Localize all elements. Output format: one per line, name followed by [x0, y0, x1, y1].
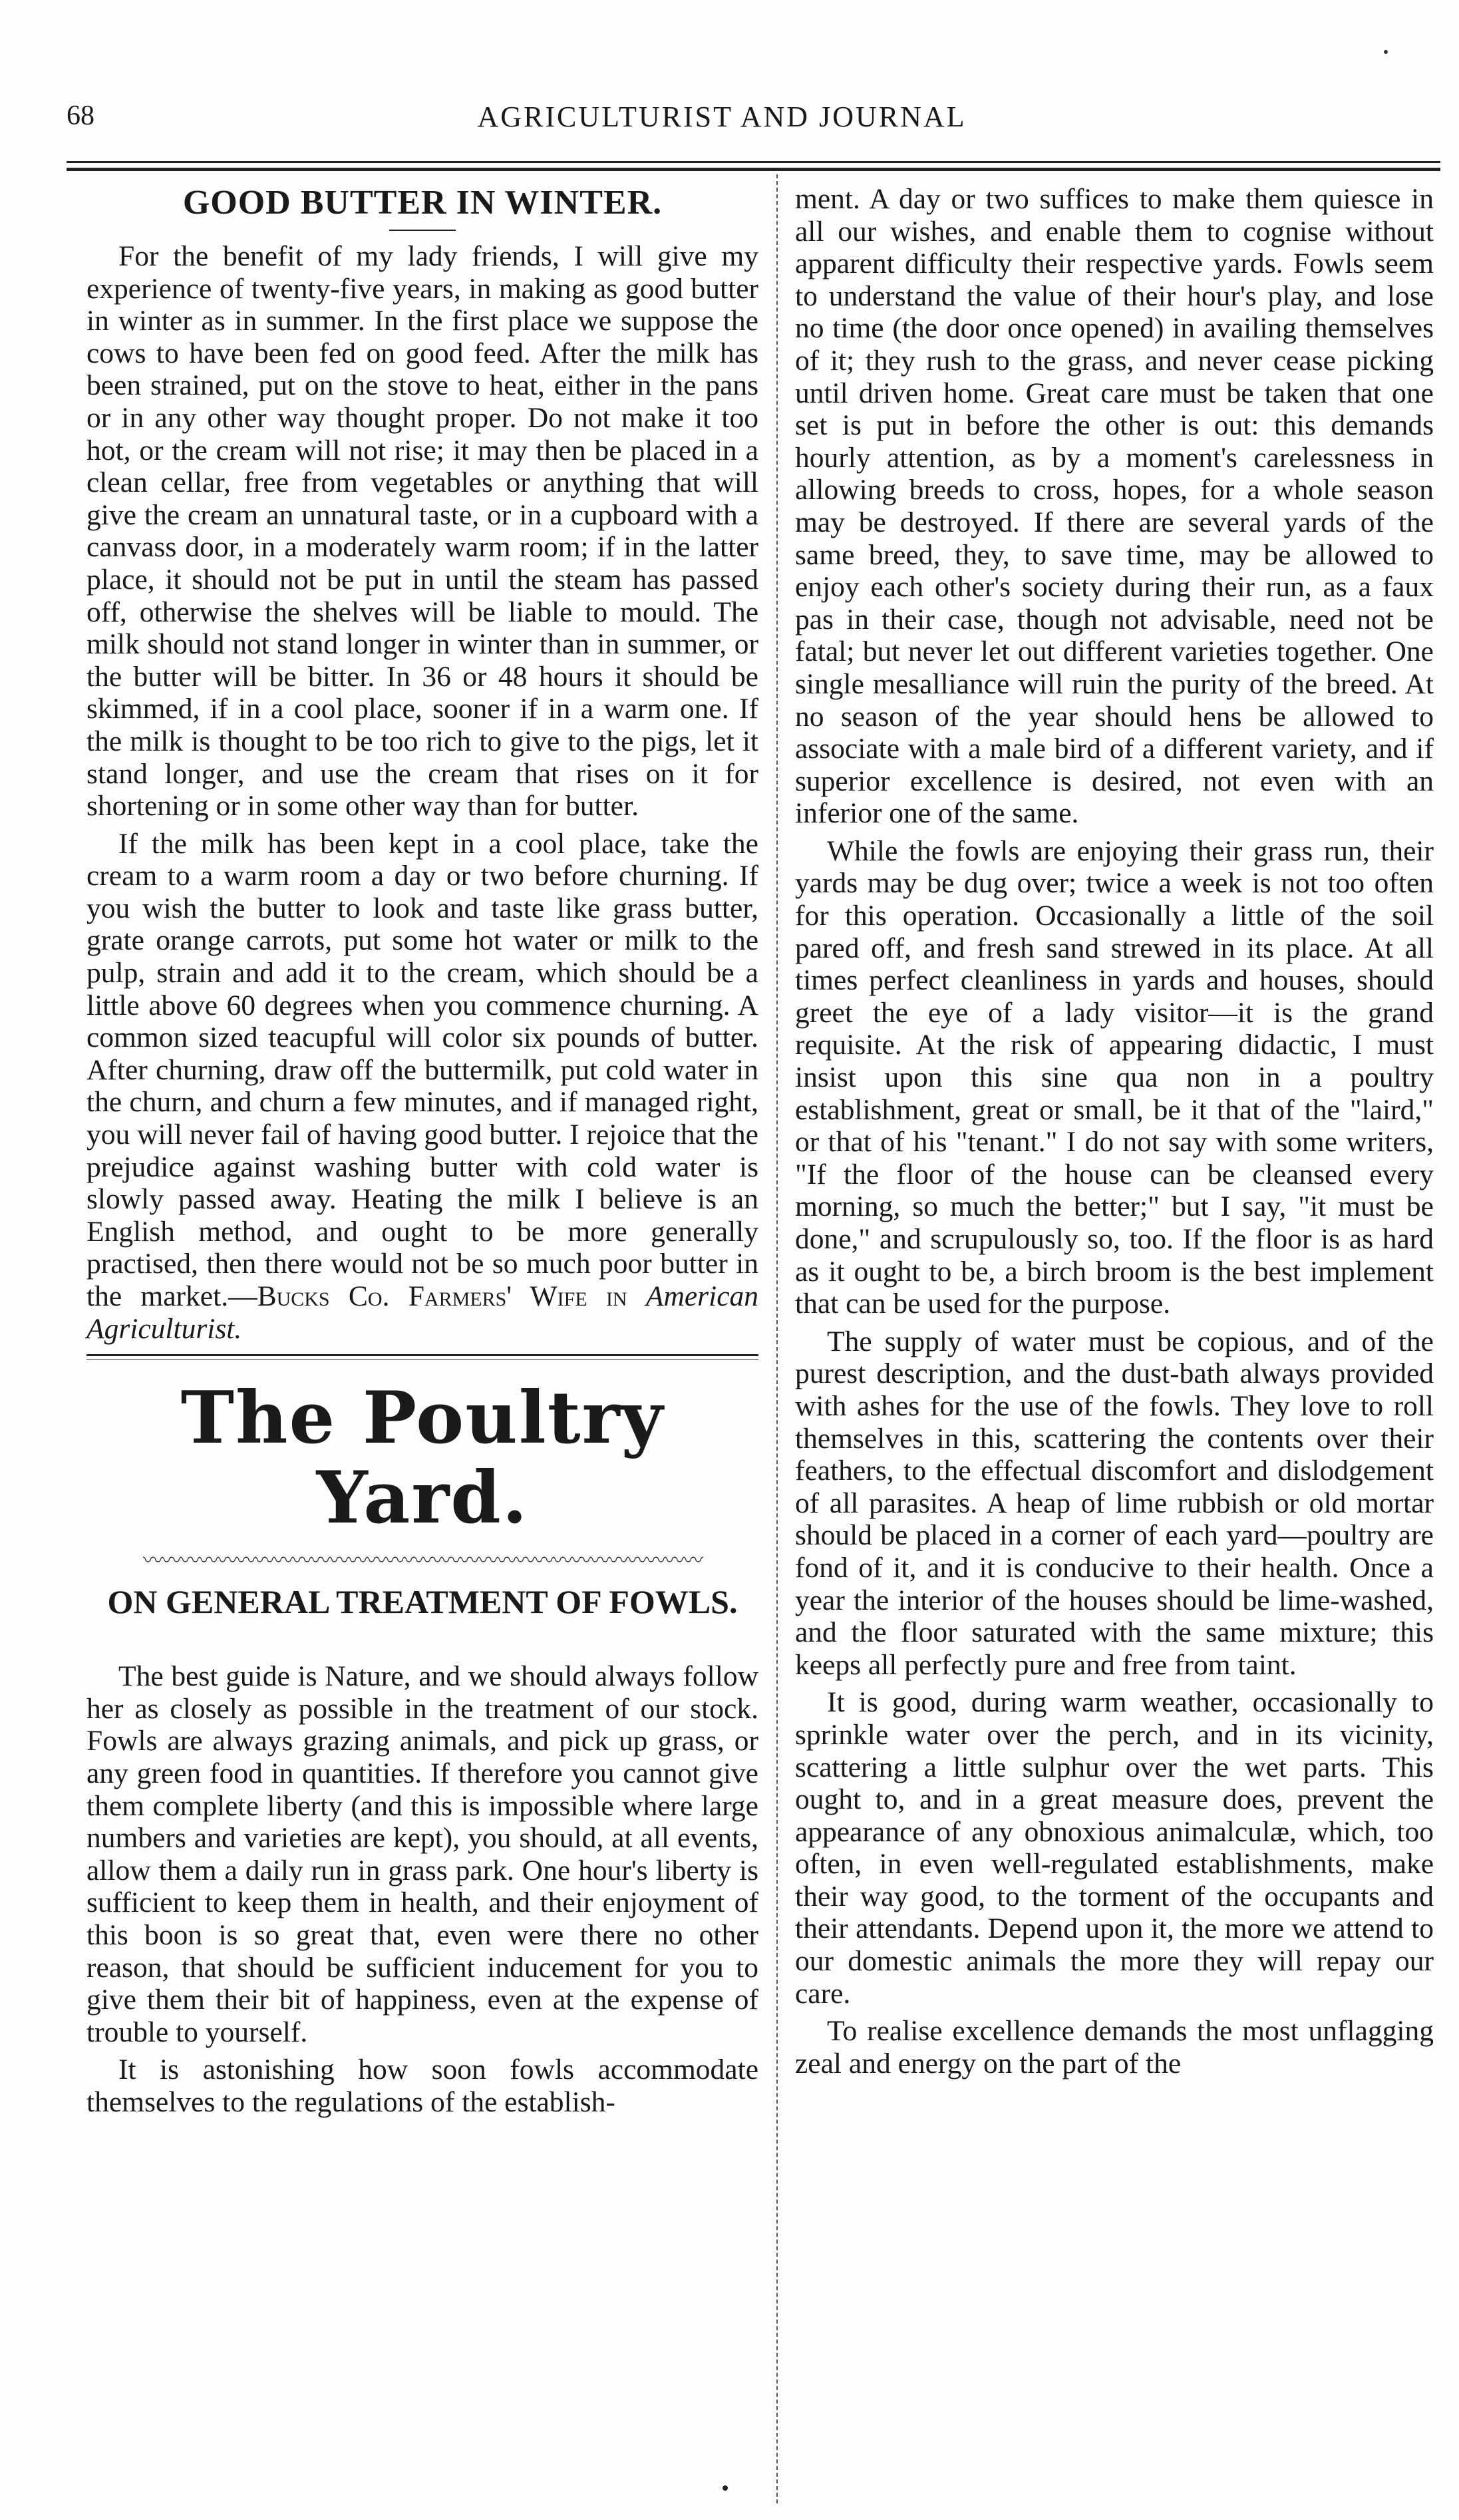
print-speck — [1384, 50, 1388, 54]
article-credit-source: American Agriculturist. — [86, 1280, 759, 1345]
running-head: AGRICULTURIST AND JOURNAL — [477, 100, 967, 133]
article-paragraph: It is good, during warm weather, occasionally to sprinkle water over the perch, and in its vicinity, scattering a little sulphur over the wet parts. This ought to, and in a great measure does, prevent the appearance of any obnoxious animalculæ, which, too often, in even well-regulated establishments, make their way good, to the torment of the occupants and their attendants. Depend upon it, the more we attend to our domestic animals the more they will repay our care. — [795, 1686, 1434, 2010]
right-column — [795, 183, 1434, 2085]
ornamental-rule: 〰〰〰〰〰〰〰〰〰〰〰〰〰〰〰〰〰〰〰〰〰〰〰〰〰〰〰〰〰〰 — [143, 1551, 702, 1572]
article-paragraph: The best guide is Nature, and we should always follow her as closely as possible in the treatment of our stock. Fowls are always grazing animals, and pick up grass, or any green food in quantities. If therefore you cannot give them complete liberty (and this is impossible where large numbers and varieties are kept), you should, at all events, allow them a daily run in grass park. One hour's liberty is sufficient to keep them in health, and their enjoyment of this boon is so great that, even were there no other reason, that should be sufficient inducement for you to give them their bit of happiness, even at the expense of trouble to yourself. — [86, 1660, 758, 2048]
left-column — [86, 183, 758, 2124]
article-paragraph: It is astonishing how soon fowls accommodate themselves to the regulations of the establish- — [86, 2054, 758, 2118]
print-speck — [723, 2485, 728, 2491]
header-rule — [67, 161, 1440, 163]
article-paragraph: To realise excellence demands the most unflagging zeal and energy on the part of the — [795, 2015, 1434, 2079]
header-rule-thick — [67, 168, 1440, 171]
article-paragraph: For the benefit of my lady friends, I will give my experience of twenty-five years, in making as good butter in winter as in summer. In the first place we suppose the cows to have been fed on good feed. After the milk has been strained, put on the stove to heat, either in the pans or in any other way thought proper. Do not make it too hot, or the cream will not rise; it may then be placed in a clean cellar, free from vegetables or anything that will give the cream an unnatural taste, or in a cupboard with a canvass door, in a moderately warm room; if in the latter place, it should not be put in until the steam has passed off, otherwise the shelves will be liable to mould. The milk should not stand longer in winter than in summer, or the butter will be bitter. In 36 or 48 hours it should be skimmed, if in a cool place, sooner if in a warm one. If the milk is thought to be too rich to give to the pigs, let it stand longer, and use the cream that rises on it for shortening or in some other way than for butter. — [86, 240, 758, 822]
article-paragraph: While the fowls are enjoying their grass run, their yards may be dug over; twice a week is not too often for this operation. Occasionally a little of the soil pared off, and fresh sand strewed in its place. At all times perfect cleanliness in yards and houses, should greet the eye of a lady visitor—it is the grand requisite. At the risk of appearing didactic, I must insist upon this sine qua non in a poultry establishment, great or small, be it that of the "laird," or that of his "tenant." I do not say with some writers, "If the floor of the house can be cleansed every morning, so much the better;" but I say, "it must be done," and scrupulously so, too. If the floor is as hard as it ought to be, a birch broom is the best implement that can be used for the purpose. — [795, 834, 1434, 1320]
page-number: 68 — [67, 100, 94, 131]
article-paragraph: The supply of water must be copious, and of the purest description, and the dust-bath always provided with ashes for the use of the fowls. They love to roll themselves in this, scattering the contents over their feathers, to the effectual discomfort and dislodgement of all parasites. A heap of lime rubbish or old mortar should be placed in a corner of each yard—poultry are fond of it, and it is conducive to their health. Once a year the interior of the houses should be lime-washed, and the floor saturated with the same mixture; this keeps all perfectly pure and free from taint. — [795, 1325, 1434, 1681]
article-credit: Bucks Co. Farmers' Wife in — [257, 1280, 627, 1312]
article-title: GOOD BUTTER IN WINTER. — [182, 184, 663, 222]
section-rule — [86, 1354, 758, 1356]
column-divider — [776, 174, 778, 2503]
article-paragraph: ment. A day or two suffices to make them quiesce in all our wishes, and enable them to cognise without apparent difficulty their respective yards. Fowls seem to understand the value of their hour's play, and lose no time (the door once opened) in availing themselves of it; they rush to the grass, and never cease picking until driven home. Great care must be taken that one set is put in before the other is out: this demands hourly attention, as by a moment's carelessness in allowing breeds to cross, hopes, for a whole season may be destroyed. If there are several yards of the same breed, they, to save time, may be allowed to enjoy each other's society during their run, as a faux pas in their case, though not advisable, need not be fatal; but never let out different varieties together. One single mesalliance will ruin the purity of the breed. At no season of the year should hens be allowed to associate with a male bird of a different variety, and if superior excellence is desired, not even with an inferior one of the same. — [795, 183, 1434, 830]
article-paragraph: If the milk has been kept in a cool place, take the cream to a warm room a day or two before churning. If you wish the butter to look and taste like grass butter, grate orange carrots, put some hot water or milk to the pulp, strain and add it to the cream, which should be a little above 60 degrees when you commence churning. A common sized teacupful will color six pounds of butter. After churning, draw off the buttermilk, put cold water in the churn, and churn a few minutes, and if managed right, you will never fail of having good butter. I rejoice that the prejudice against washing butter with cold water is slowly passed away. Heating the milk I believe is an English method, and ought to be more generally practised, then there would not be so much poor butter in the market.—Bucks Co. Farmers' Wife in American Agriculturist. — [86, 827, 759, 1345]
title-rule — [389, 230, 456, 231]
page-header — [67, 100, 1377, 146]
section-heading: The Poultry Yard. — [180, 1376, 665, 1540]
article-title: ON GENERAL TREATMENT OF FOWLS. — [107, 1583, 738, 1621]
